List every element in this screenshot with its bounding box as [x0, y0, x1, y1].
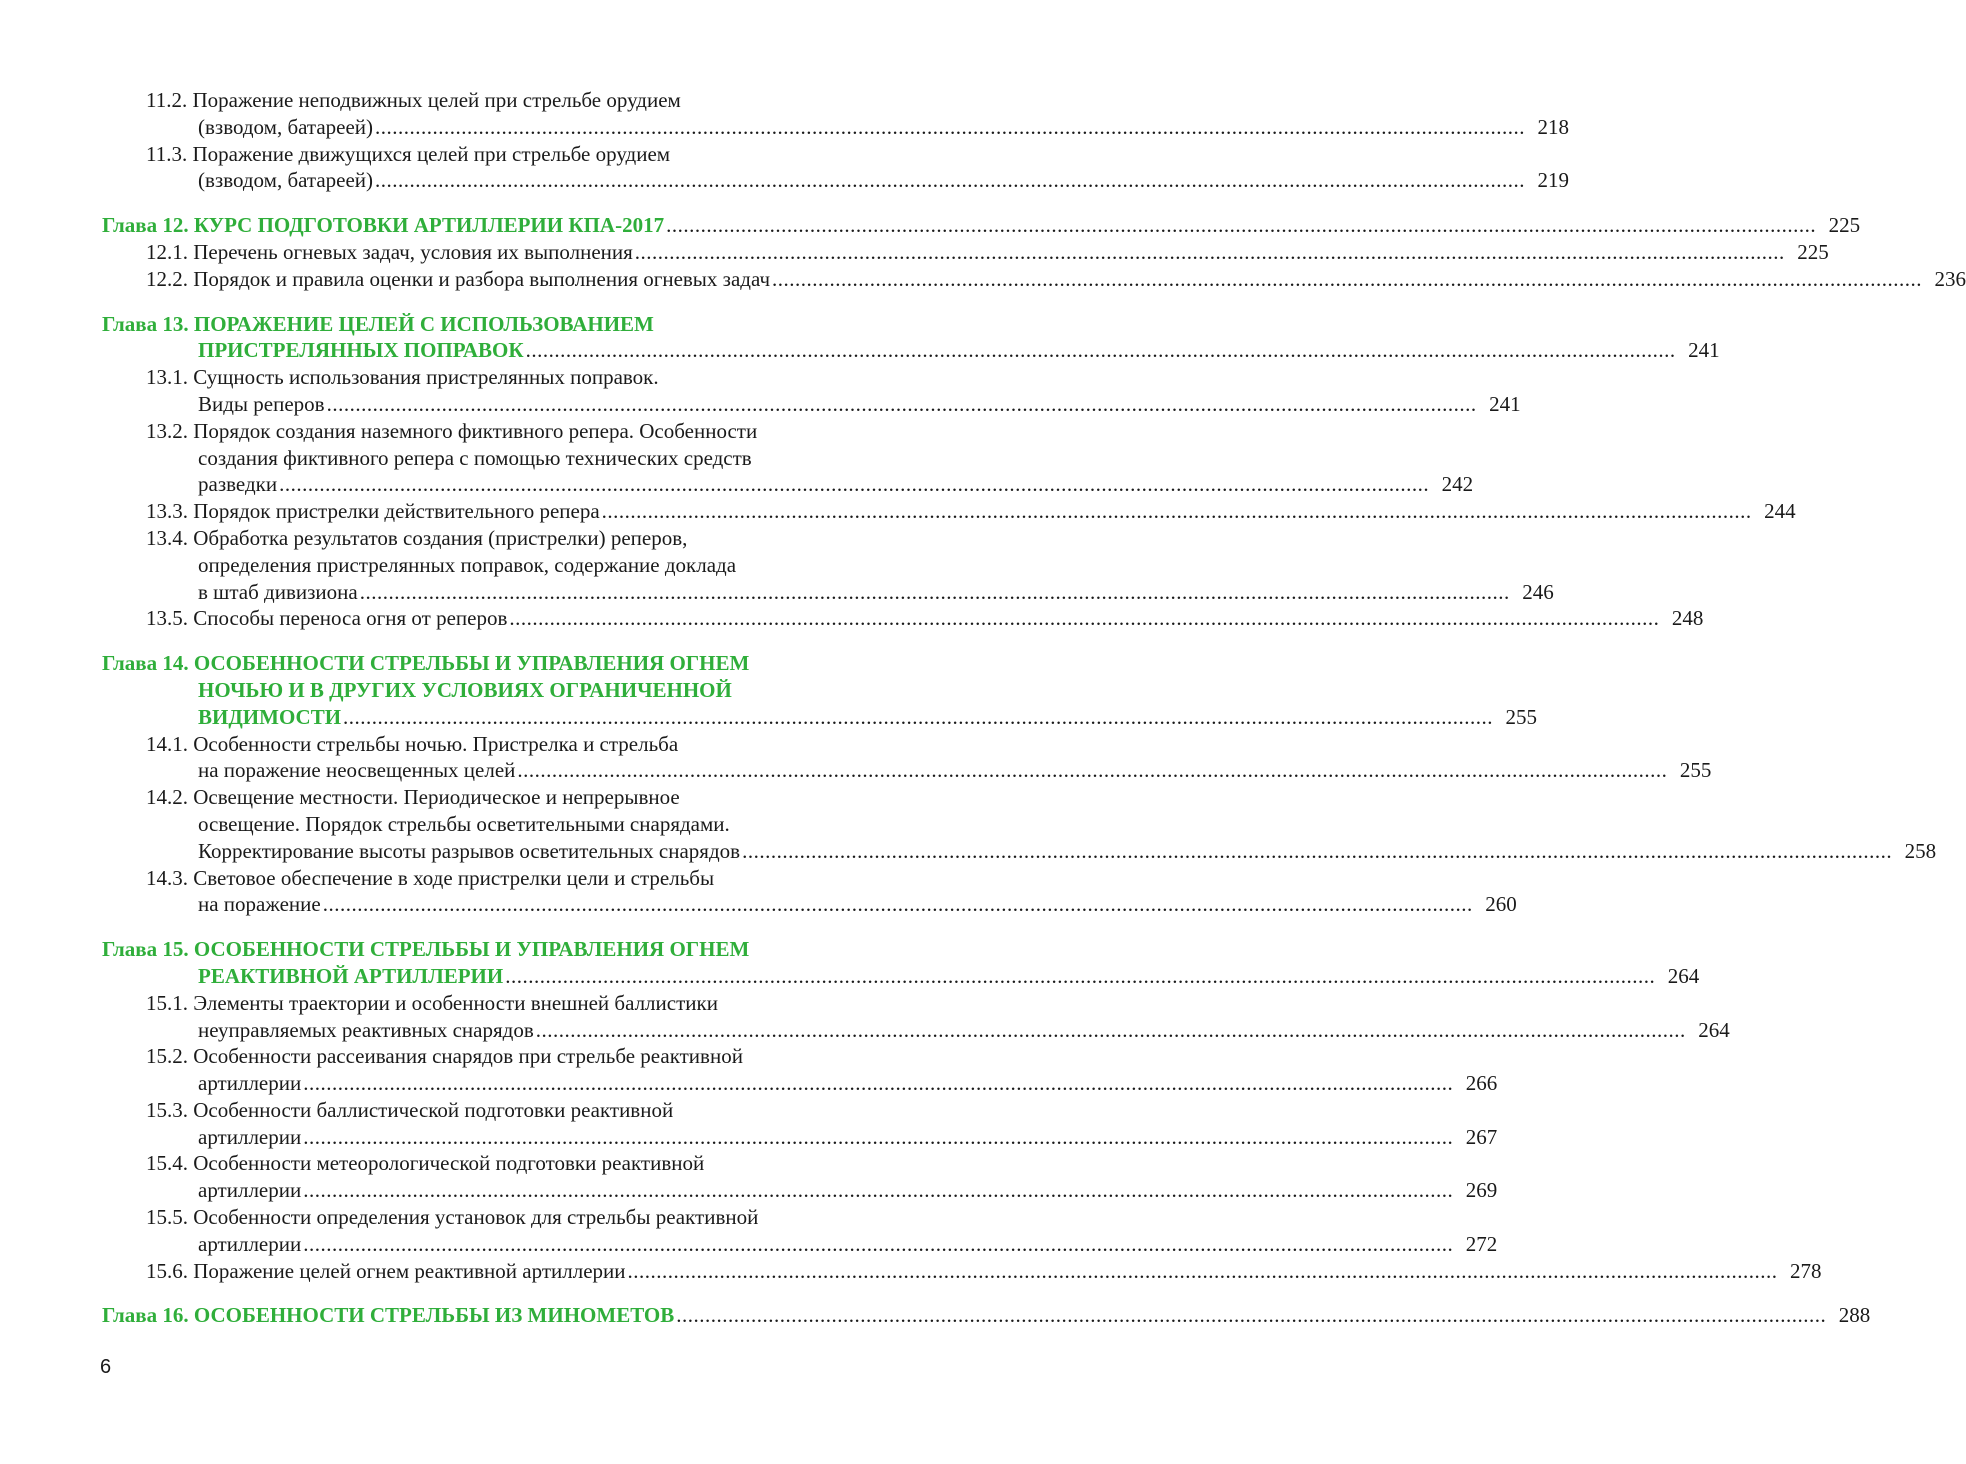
toc-entry-title: 14.3. Световое обеспечение в ходе пристрелки цели и стрельбы — [146, 865, 715, 890]
dot-leader: ........................................................................................................................................................................................................ — [326, 391, 1477, 416]
toc-chapter-entry[interactable] — [102, 650, 1538, 730]
toc-entry-title: в штаб дивизиона — [198, 579, 358, 604]
dot-leader: ........................................................................................................................................................................................................ — [772, 266, 1923, 291]
toc-page-number: 248 — [1671, 606, 1704, 631]
toc-entry-title: Глава 16. ОСОБЕННОСТИ СТРЕЛЬБЫ ИЗ МИНОМЕТОВ — [102, 1303, 675, 1328]
toc-entry-title: 15.4. Особенности метеорологической подготовки реактивной — [146, 1151, 705, 1176]
dot-leader: ........................................................................................................................................................................................................ — [505, 963, 1656, 988]
toc-entry-title: создания фиктивного репера с помощью технических средств — [198, 445, 752, 470]
toc-entry-title: 12.2. Порядок и правила оценки и разбора выполнения огневых задач — [146, 266, 771, 291]
toc-entry-title: освещение. Порядок стрельбы осветительными снарядами. — [198, 811, 730, 836]
dot-leader: ........................................................................................................................................................................................................ — [303, 1071, 1454, 1096]
toc-section-entry[interactable] — [102, 1204, 1498, 1258]
dot-leader: ........................................................................................................................................................................................................ — [634, 239, 1785, 264]
toc-section-entry[interactable] — [102, 865, 1517, 919]
toc-entry-title: ПРИСТРЕЛЯННЫХ ПОПРАВОК — [198, 338, 524, 363]
dot-leader: ........................................................................................................................................................................................................ — [322, 892, 1473, 917]
toc-entry-title: 14.2. Освещение местности. Периодическое и непрерывное — [146, 785, 680, 810]
toc-entry-title: разведки — [198, 472, 278, 497]
toc-page-number: 219 — [1537, 168, 1570, 193]
toc-chapter-entry[interactable] — [102, 1302, 1871, 1329]
toc-entry-title: 15.2. Особенности рассеивания снарядов при стрельбе реактивной — [146, 1044, 743, 1069]
toc-entry-title: ВИДИМОСТИ — [198, 704, 342, 729]
toc-entry-title: Корректирование высоты разрывов осветительных снарядов — [198, 838, 741, 863]
toc-entry-title: 12.1. Перечень огневых задач, условия их выполнения — [146, 239, 633, 264]
toc-entry-title: Глава 13. ПОРАЖЕНИЕ ЦЕЛЕЙ С ИСПОЛЬЗОВАНИЕМ — [102, 311, 654, 336]
toc-entry-title: артиллерии — [198, 1071, 302, 1096]
toc-entry-title: 13.5. Способы переноса огня от реперов — [146, 606, 508, 631]
toc-entry-title: (взводом, батареей) — [198, 114, 374, 139]
dot-leader: ........................................................................................................................................................................................................ — [303, 1231, 1454, 1256]
toc-section-entry[interactable] — [102, 1043, 1498, 1097]
toc-page-number: 242 — [1441, 472, 1474, 497]
toc-entry-title: Глава 14. ОСОБЕННОСТИ СТРЕЛЬБЫ И УПРАВЛЕНИЯ ОГНЕМ — [102, 651, 750, 676]
toc-chapter-entry[interactable] — [102, 311, 1720, 365]
toc-section-entry[interactable] — [102, 1150, 1498, 1204]
toc-page-number: 255 — [1505, 704, 1538, 729]
dot-leader: ........................................................................................................................................................................................................ — [627, 1258, 1778, 1283]
dot-leader: ........................................................................................................................................................................................................ — [525, 338, 1676, 363]
toc-entry-title: Глава 12. КУРС ПОДГОТОВКИ АРТИЛЛЕРИИ КПА-2017 — [102, 213, 665, 238]
dot-leader: ........................................................................................................................................................................................................ — [375, 114, 1526, 139]
toc-section-entry[interactable] — [102, 498, 1796, 525]
toc-page-number: 236 — [1934, 266, 1966, 291]
toc-entry-title: на поражение неосвещенных целей — [198, 758, 516, 783]
toc-section-entry[interactable] — [102, 418, 1474, 498]
table-of-contents — [102, 87, 1966, 1329]
toc-section-entry[interactable] — [102, 605, 1704, 632]
toc-entry-title: 15.1. Элементы траектории и особенности внешней баллистики — [146, 990, 718, 1015]
toc-entry-title: 13.3. Порядок пристрелки действительного репера — [146, 499, 600, 524]
toc-section-entry[interactable] — [102, 784, 1937, 864]
toc-page-number: 278 — [1790, 1258, 1822, 1283]
toc-entry-title: неуправляемых реактивных снарядов — [198, 1017, 534, 1042]
dot-leader: ........................................................................................................................................................................................................ — [676, 1303, 1827, 1328]
toc-page-number: 264 — [1698, 1017, 1730, 1042]
toc-section-entry[interactable] — [102, 990, 1730, 1044]
toc-entry-title: 11.3. Поражение движущихся целей при стрельбе орудием — [146, 141, 671, 166]
toc-page-number: 288 — [1838, 1303, 1871, 1328]
toc-entry-title: артиллерии — [198, 1178, 302, 1203]
toc-page-number: 244 — [1764, 499, 1796, 524]
toc-section-entry[interactable] — [102, 364, 1521, 418]
dot-leader: ........................................................................................................................................................................................................ — [509, 606, 1660, 631]
toc-page-number: 255 — [1679, 758, 1712, 783]
toc-entry-title: артиллерии — [198, 1231, 302, 1256]
dot-leader: ........................................................................................................................................................................................................ — [303, 1178, 1454, 1203]
toc-page-number: 267 — [1465, 1124, 1498, 1149]
dot-leader: ........................................................................................................................................................................................................ — [535, 1017, 1686, 1042]
toc-section-entry[interactable] — [102, 87, 1570, 141]
toc-chapter-entry[interactable] — [102, 212, 1861, 239]
toc-section-entry[interactable] — [102, 1258, 1822, 1285]
toc-entry-title: 15.3. Особенности баллистической подготовки реактивной — [146, 1097, 674, 1122]
toc-entry-title: 15.6. Поражение целей огнем реактивной артиллерии — [146, 1258, 626, 1283]
toc-page-number: 241 — [1688, 338, 1720, 363]
toc-page-number: 272 — [1465, 1231, 1498, 1256]
toc-entry-title: Глава 15. ОСОБЕННОСТИ СТРЕЛЬБЫ И УПРАВЛЕНИЯ ОГНЕМ — [102, 937, 750, 962]
toc-page-number: 218 — [1537, 114, 1570, 139]
toc-section-entry[interactable] — [102, 239, 1829, 266]
toc-section-entry[interactable] — [102, 731, 1712, 785]
dot-leader: ........................................................................................................................................................................................................ — [359, 579, 1510, 604]
toc-entry-title: определения пристрелянных поправок, содержание доклада — [198, 552, 737, 577]
toc-section-entry[interactable] — [102, 1097, 1498, 1151]
toc-entry-title: 13.2. Порядок создания наземного фиктивного репера. Особенности — [146, 418, 758, 443]
toc-page-number: 225 — [1797, 239, 1829, 264]
page-number: 6 — [100, 1356, 112, 1378]
dot-leader: ........................................................................................................................................................................................................ — [742, 838, 1893, 863]
toc-section-entry[interactable] — [102, 525, 1554, 605]
dot-leader: ........................................................................................................................................................................................................ — [375, 168, 1526, 193]
toc-entry-title: 15.5. Особенности определения установок для стрельбы реактивной — [146, 1205, 759, 1230]
toc-page-number: 241 — [1489, 391, 1521, 416]
dot-leader: ........................................................................................................................................................................................................ — [343, 704, 1494, 729]
toc-entry-title: (взводом, батареей) — [198, 168, 374, 193]
toc-page-number: 269 — [1465, 1178, 1498, 1203]
dot-leader: ........................................................................................................................................................................................................ — [303, 1124, 1454, 1149]
toc-entry-title: 11.2. Поражение неподвижных целей при стрельбе орудием — [146, 88, 681, 112]
toc-page-number: 264 — [1667, 963, 1700, 988]
dot-leader: ........................................................................................................................................................................................................ — [666, 213, 1817, 238]
dot-leader: ........................................................................................................................................................................................................ — [517, 758, 1668, 783]
dot-leader: ........................................................................................................................................................................................................ — [601, 499, 1752, 524]
toc-page-number: 258 — [1904, 838, 1937, 863]
toc-entry-title: НОЧЬЮ И В ДРУГИХ УСЛОВИЯХ ОГРАНИЧЕННОЙ — [198, 677, 732, 702]
toc-entry-title: 13.4. Обработка результатов создания (пристрелки) реперов, — [146, 525, 688, 550]
toc-section-entry[interactable] — [102, 266, 1966, 293]
toc-page-number: 225 — [1828, 213, 1861, 238]
toc-entry-title: на поражение — [198, 892, 321, 917]
toc-entry-title: РЕАКТИВНОЙ АРТИЛЛЕРИИ — [198, 963, 504, 988]
toc-entry-title: артиллерии — [198, 1124, 302, 1149]
toc-page-number: 266 — [1465, 1071, 1498, 1096]
toc-entry-title: 14.1. Особенности стрельбы ночью. Пристрелка и стрельба — [146, 731, 679, 756]
dot-leader: ........................................................................................................................................................................................................ — [279, 472, 1430, 497]
toc-entry-title: 13.1. Сущность использования пристрелянных поправок. — [146, 365, 659, 390]
toc-page-number: 260 — [1485, 892, 1517, 917]
toc-chapter-entry[interactable] — [102, 936, 1700, 990]
toc-page-number: 246 — [1522, 579, 1554, 604]
toc-entry-title: Виды реперов — [198, 391, 325, 416]
toc-section-entry[interactable] — [102, 141, 1570, 195]
